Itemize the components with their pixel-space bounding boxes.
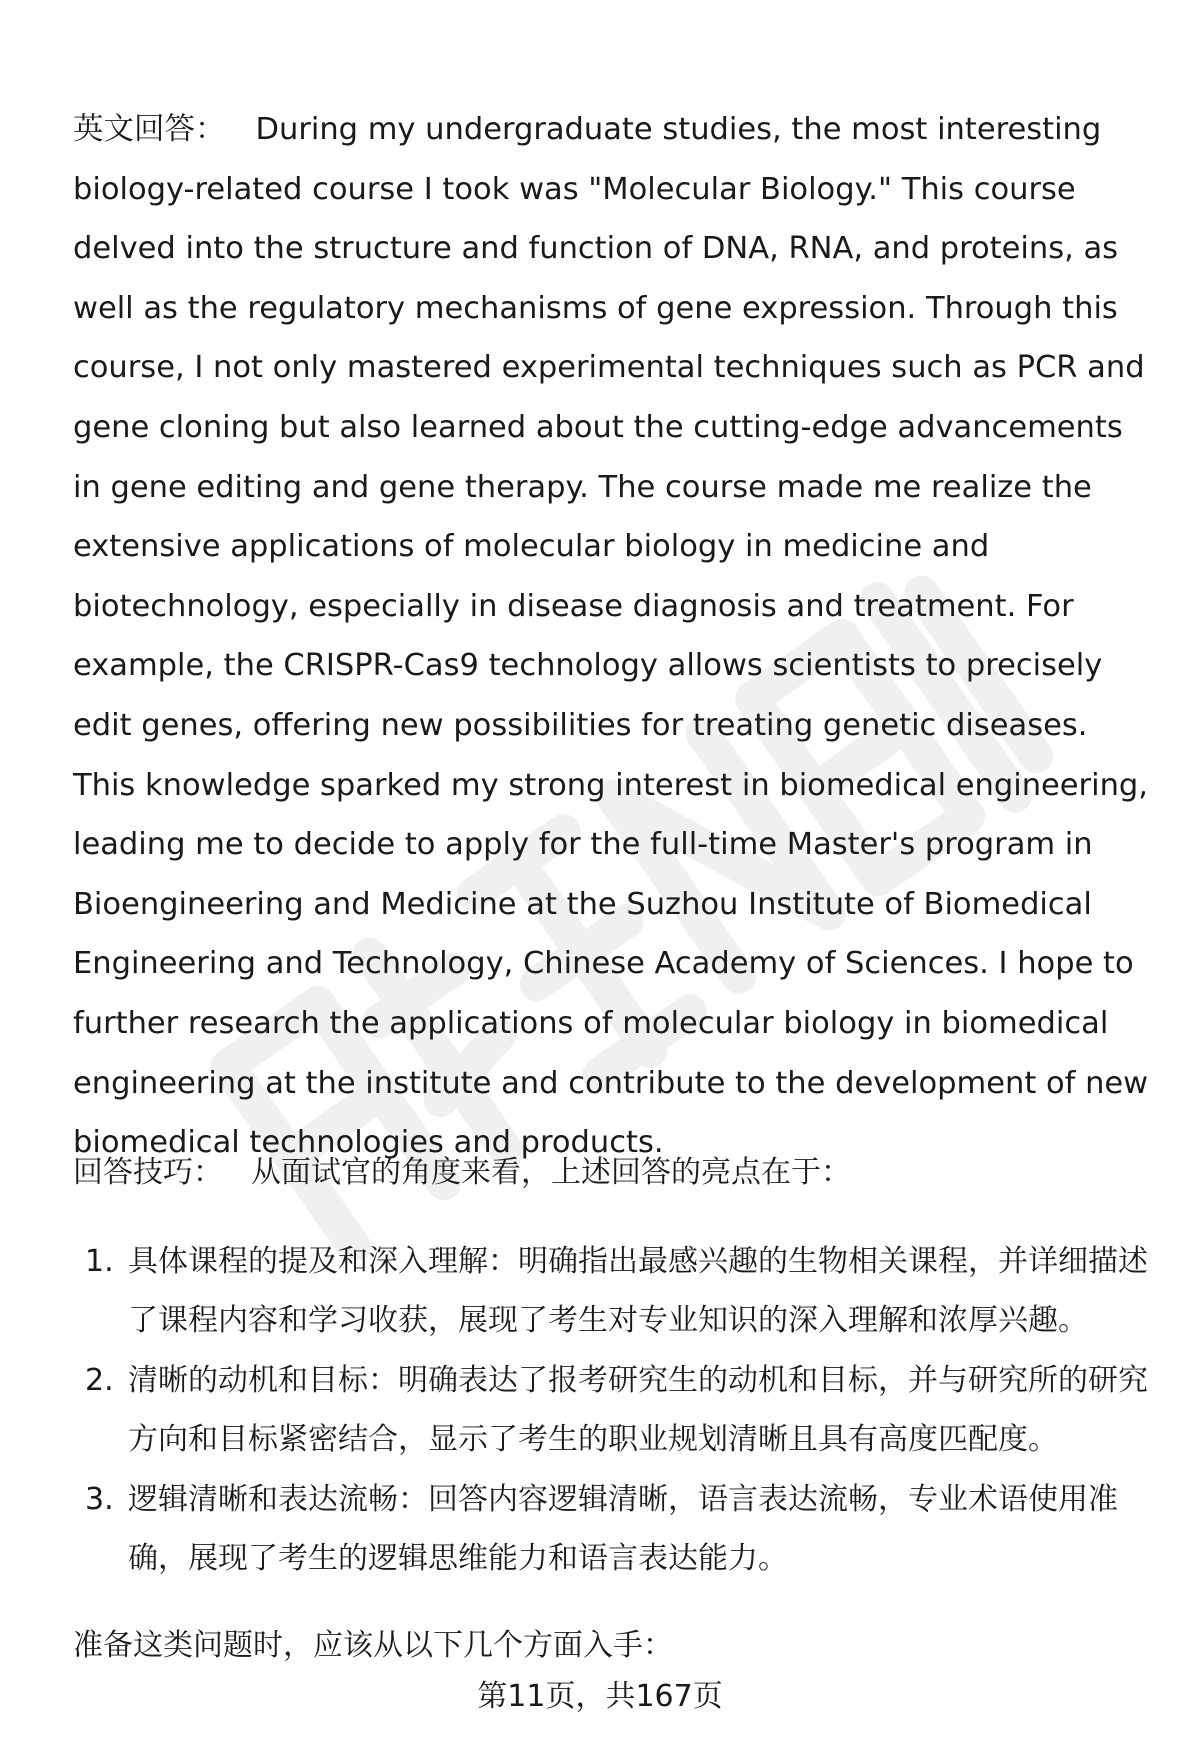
list-item-number: 2. [85, 1363, 114, 1398]
answer-tips-label: 回答技巧： [73, 1155, 223, 1190]
list-item-text: 清晰的动机和目标：明确表达了报考研究生的动机和目标，并与研究所的研究方向和目标紧密结合，显示了考生的职业规划清晰且具有高度匹配度。 [128, 1363, 1148, 1457]
list-item [73, 1351, 1153, 1469]
answer-tips-list [73, 1232, 1153, 1589]
list-item [73, 1232, 1153, 1350]
page-number: 第11页，共167页 [477, 1679, 723, 1714]
list-item [73, 1470, 1153, 1588]
answer-tips-heading [73, 1143, 1153, 1203]
preparation-intro: 准备这类问题时，应该从以下几个方面入手： [73, 1628, 673, 1663]
answer-tips-intro: 从面试官的角度来看，上述回答的亮点在于： [251, 1155, 851, 1190]
english-answer-label: 英文回答： [73, 112, 226, 147]
english-answer-text: During my undergraduate studies, the most interesting biology-related course I took was "Molecular Biology." This course delved into the structure and function of DNA, RNA, and proteins, as well as the regulatory mechanisms of gene expression. Through this course, I not only mastered experimental techniques such as PCR and gene cloning but also learned about the cutting-edge advancements in gene editing and gene therapy. The course made me realize the extensive applications of molecular biology in medicine and biotechnology, especially in disease diagnosis and treatment. For example, the CRISPR-Cas9 technology allows scientists to precisely edit genes, offering new possibilities for treating genetic diseases. This knowledge sparked my strong interest in biomedical engineering, leading me to decide to apply for the full-time Master's program in Bioengineering and Medicine at the Suzhou Institute of Biomedical Engineering and Technology, Chinese Academy of Sciences. I hope to further research the applications of molecular biology in biomedical engineering at the institute and contribute to the development of new biomedical technologies and products. [73, 112, 1149, 1161]
english-answer-paragraph [73, 100, 1153, 1173]
list-item-text: 逻辑清晰和表达流畅：回答内容逻辑清晰，语言表达流畅，专业术语使用准确，展现了考生的逻辑思维能力和语言表达能力。 [128, 1482, 1118, 1576]
list-item-text: 具体课程的提及和深入理解：明确指出最感兴趣的生物相关课程，并详细描述了课程内容和学习收获，展现了考生对专业知识的深入理解和浓厚兴趣。 [128, 1244, 1148, 1338]
list-item-number: 1. [85, 1244, 114, 1279]
list-item-number: 3. [85, 1482, 114, 1517]
